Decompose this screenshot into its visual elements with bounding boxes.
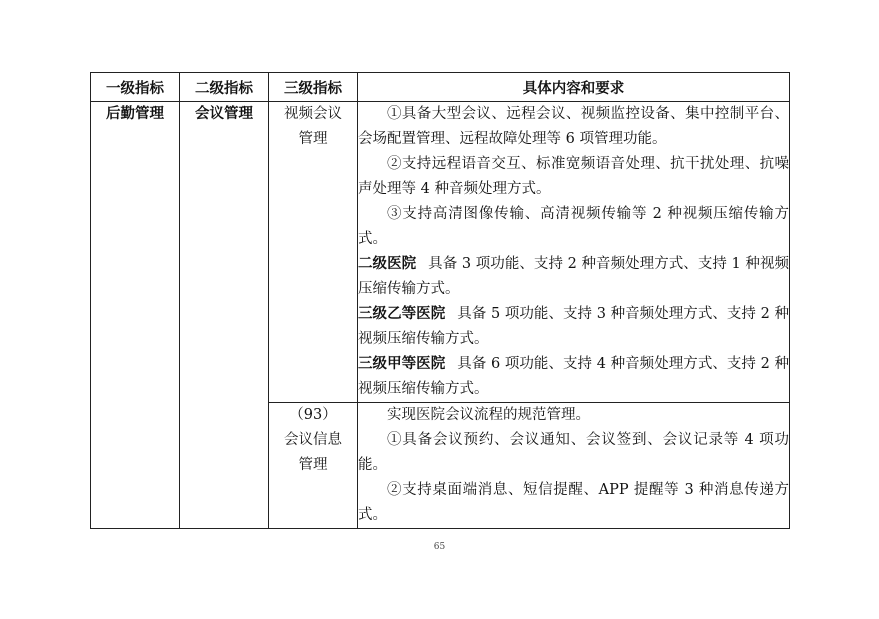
hospital-level-label: 三级甲等医院 <box>358 356 446 372</box>
hospital-level-requirement <box>358 252 789 302</box>
header-level2: 二级指标 <box>180 73 269 102</box>
content-paragraph: ②支持远程语音交互、标准宽频语音处理、抗干扰处理、抗噪声处理等 4 种音频处理方式。 <box>358 156 789 197</box>
level3-line: 管理 <box>298 131 328 147</box>
content-paragraph: ②支持桌面端消息、短信提醒、APP 提醒等 3 种消息传递方式。 <box>358 482 789 523</box>
table-row <box>91 102 790 403</box>
content-paragraph: ①具备大型会议、远程会议、视频监控设备、集中控制平台、会场配置管理、远程故障处理等 6 项管理功能。 <box>358 106 789 147</box>
level3-cell-video-meeting <box>269 102 358 403</box>
level3-line: 会议信息 <box>284 432 342 448</box>
level3-line: 管理 <box>298 457 328 473</box>
hospital-level-requirement <box>358 302 789 352</box>
header-level1: 一级指标 <box>91 73 180 102</box>
table-header-row <box>91 73 790 102</box>
level3-cell-meeting-info <box>269 403 358 529</box>
content-paragraph: ①具备会议预约、会议通知、会议签到、会议记录等 4 项功能。 <box>358 432 789 473</box>
content-paragraph: 实现医院会议流程的规范管理。 <box>387 407 590 423</box>
content-cell-video-meeting <box>358 102 790 403</box>
header-level3: 三级指标 <box>269 73 358 102</box>
content-cell-meeting-info <box>358 403 790 529</box>
hospital-level-text: 具备 5 项功能、支持 3 种音频处理方式、支持 2 种视频压缩传输方式。 <box>358 306 789 347</box>
level1-cell: 后勤管理 <box>91 102 180 529</box>
header-content: 具体内容和要求 <box>358 73 790 102</box>
page-number: 65 <box>433 542 446 552</box>
hospital-level-text: 具备 6 项功能、支持 4 种音频处理方式、支持 2 种视频压缩传输方式。 <box>358 356 789 397</box>
hospital-level-text: 具备 3 项功能、支持 2 种音频处理方式、支持 1 种视频压缩传输方式。 <box>358 256 789 297</box>
level3-line: （93） <box>289 407 337 423</box>
hospital-level-requirement <box>358 352 789 402</box>
hospital-level-label: 二级医院 <box>358 256 417 272</box>
hospital-level-label: 三级乙等医院 <box>358 306 446 322</box>
indicator-table <box>90 72 790 529</box>
level3-line: 视频会议 <box>284 106 342 122</box>
level2-cell: 会议管理 <box>180 102 269 529</box>
content-paragraph: ③支持高清图像传输、高清视频传输等 2 种视频压缩传输方式。 <box>358 206 789 247</box>
